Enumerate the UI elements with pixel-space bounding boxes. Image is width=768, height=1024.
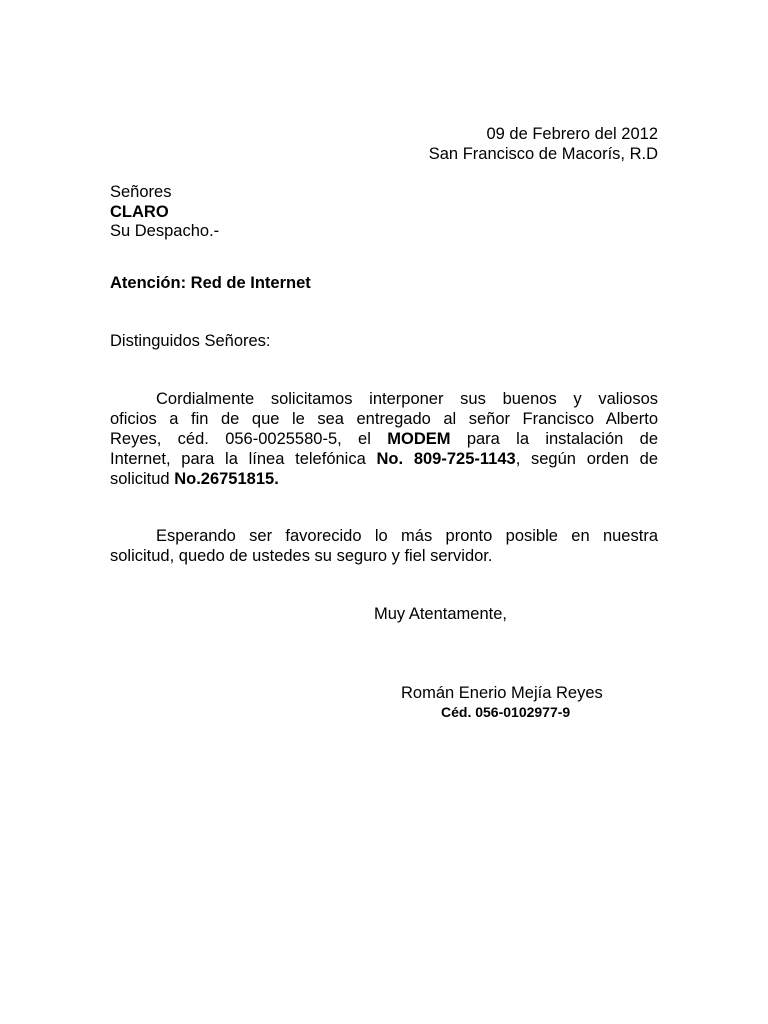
modem-text: MODEM <box>387 430 451 448</box>
recipient-salutation: Señores <box>110 183 172 201</box>
phone-number-text: No. 809-725-1143 <box>376 450 516 468</box>
signer-id: Céd. 056-0102977-9 <box>441 704 571 720</box>
body1-line-3: Reyes, céd. 056-0025580-5, el MODEM para la instalación de <box>110 430 658 448</box>
order-number-text: No.26751815. <box>174 470 279 488</box>
greeting: Distinguidos Señores: <box>110 332 271 350</box>
body2-line-1: Esperando ser favorecido lo más pronto posible en nuestra <box>156 527 658 545</box>
attention-line: Atención: Red de Internet <box>110 274 311 292</box>
recipient-despacho: Su Despacho.- <box>110 222 220 240</box>
body1-line-4: Internet, para la línea telefónica No. 809-725-1143, según orden de <box>110 450 658 468</box>
body2-line-2: solicitud, quedo de ustedes su seguro y fiel servidor. <box>110 547 493 565</box>
body1-line-5: solicitud No.26751815. <box>110 470 279 488</box>
body-paragraph-2 <box>110 526 658 566</box>
body-paragraph-1 <box>110 389 658 489</box>
body1-line-1: Cordialmente solicitamos interponer sus buenos y valiosos <box>156 390 658 408</box>
recipient-company: CLARO <box>110 203 169 221</box>
letter-place: San Francisco de Macorís, R.D <box>428 145 658 163</box>
letter-date: 09 de Febrero del 2012 <box>486 125 658 143</box>
closing: Muy Atentamente, <box>374 605 507 623</box>
signer-name: Román Enerio Mejía Reyes <box>401 684 603 702</box>
body1-line-2: oficios a fin de que le sea entregado al señor Francisco Alberto <box>110 410 658 428</box>
